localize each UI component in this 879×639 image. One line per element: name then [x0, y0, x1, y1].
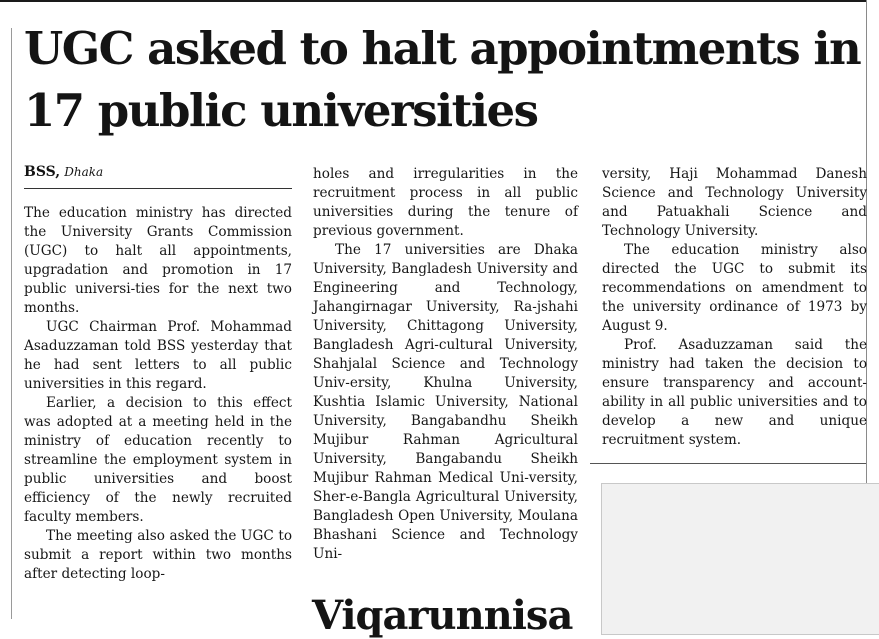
paragraph: The education ministry has directed the University Grants Commission (UGC) to halt all appointments, upgradation and promotion in 17 public universi-ties for the next two months. [24, 205, 292, 316]
headline: UGC asked to halt appointments in 17 public universities [24, 22, 861, 137]
byline-source: BSS, [24, 164, 61, 180]
paragraph: UGC Chairman Prof. Mohammad Asaduzzaman told BSS yesterday that he had sent letters to all public universities in this regard. [24, 319, 292, 392]
top-rule [0, 0, 866, 2]
photo-placeholder [601, 483, 879, 635]
paragraph: holes and irregularities in the recruitment process in all public universities during the tenure of previous government. [313, 166, 578, 239]
article-column-1 [24, 204, 292, 584]
next-article-headline: Viqarunnisa [312, 592, 573, 639]
article-column-2 [313, 165, 578, 564]
article-column-3 [602, 165, 867, 450]
paragraph: Earlier, a decision to this effect was adopted at a meeting held in the ministry of education recently to streamline the employment system in public universities and boost efficiency of the newly recruited faculty members. [24, 395, 292, 525]
paragraph: The education ministry also directed the UGC to submit its recommendations on amendment to the university ordinance of 1973 by August 9. [602, 242, 867, 334]
byline-place: Dhaka [64, 165, 104, 179]
byline [24, 164, 103, 180]
left-column-rule [11, 28, 12, 619]
byline-rule [24, 188, 292, 189]
paragraph: The meeting also asked the UGC to submit a report within two months after detecting loop- [24, 528, 292, 582]
paragraph: Prof. Asaduzzaman said the ministry had taken the decision to ensure transparency and account-ability in all public universities and to develop a new and unique recruitment system. [602, 337, 867, 448]
section-divider [590, 463, 866, 464]
paragraph: versity, Haji Mohammad Danesh Science and Technology University and Patuakhali Science and Technology University. [602, 166, 867, 239]
paragraph: The 17 universities are Dhaka University, Bangladesh University and Engineering and Technology, Jahangirnagar University, Ra-jshahi University, Chittagong University, Bangladesh Agri-cultural University, Shahjalal Science and Technology Univ-ersity, Khulna University, Kushtia Islamic University, National University, Bangabandhu Sheikh Mujibur Rahman Agricultural University, Bangabandu Sheikh Mujibur Rahman Medical Uni-versity, Sher-e-Bangla Agricultural University, Bangladesh Open University, Moulana Bhashani Science and Technology Uni- [313, 242, 578, 562]
